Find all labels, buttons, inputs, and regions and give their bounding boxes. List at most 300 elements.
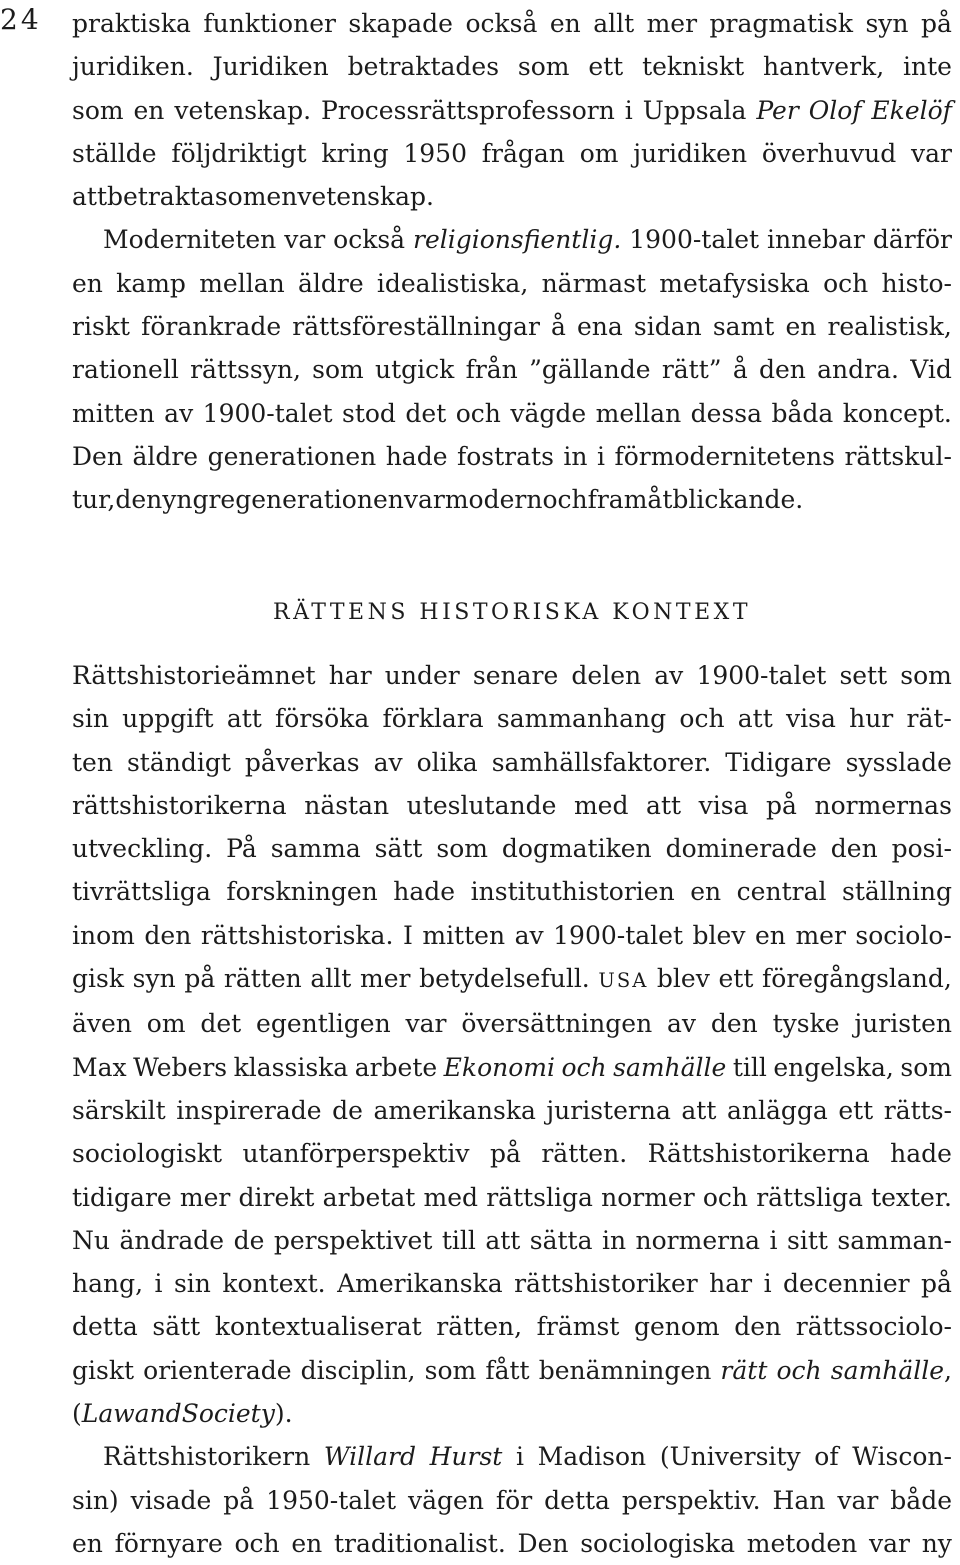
word: funktioner xyxy=(203,9,336,38)
word: traditionalist. xyxy=(333,1528,506,1558)
word: gisk xyxy=(72,964,124,994)
word: modern xyxy=(444,485,543,515)
word: samt xyxy=(712,312,775,342)
word: Uppsala xyxy=(642,95,747,125)
word: av xyxy=(654,661,684,690)
word: ständigt xyxy=(126,747,231,777)
word: betrakta xyxy=(107,182,215,212)
word: Rättshistorikerna xyxy=(647,1139,870,1169)
word: mer xyxy=(646,9,698,38)
word: Rättshistorikern xyxy=(103,1442,311,1472)
word: från xyxy=(465,355,518,385)
text-line xyxy=(72,914,952,957)
word: blev xyxy=(692,920,746,950)
text-line xyxy=(72,1349,952,1392)
word: att xyxy=(226,704,262,734)
word: å xyxy=(732,355,748,385)
word: juristerna xyxy=(546,1095,671,1125)
word: På xyxy=(226,834,257,864)
word: betydelsefull. xyxy=(419,964,590,994)
word: Han xyxy=(772,1485,826,1515)
word: Madison xyxy=(537,1442,647,1472)
word: som xyxy=(900,1052,952,1082)
word: realistisk, xyxy=(827,312,952,342)
word: amerikanska xyxy=(373,1095,536,1125)
word: ”gällande xyxy=(529,355,651,385)
word: en xyxy=(72,268,103,298)
text-line xyxy=(72,697,952,740)
text-line xyxy=(72,2,952,45)
text-line xyxy=(72,1132,952,1175)
text-line xyxy=(72,1392,952,1435)
word: samman- xyxy=(837,1225,952,1255)
word: texter. xyxy=(871,1182,952,1212)
word: rättskul- xyxy=(844,441,952,471)
word: hang, xyxy=(72,1269,144,1299)
text-line xyxy=(72,1479,952,1522)
word: rätten xyxy=(223,964,302,994)
word: detta xyxy=(544,1485,610,1515)
text-line xyxy=(72,870,952,913)
word: på xyxy=(766,790,797,820)
word: på xyxy=(223,1485,255,1515)
word: ny xyxy=(921,1528,952,1558)
word: delen xyxy=(571,661,642,690)
word: histo- xyxy=(881,268,952,298)
text-line xyxy=(72,1435,952,1478)
word: att xyxy=(646,790,682,820)
word: perspektivet xyxy=(273,1225,433,1255)
word: rationell xyxy=(72,355,179,385)
word: rät- xyxy=(906,704,952,734)
word: betraktades xyxy=(347,52,500,82)
word: olika xyxy=(416,747,478,777)
word: and xyxy=(134,1399,182,1429)
word: förankrade xyxy=(141,312,282,342)
word: direkt xyxy=(238,1182,315,1212)
word: på xyxy=(184,964,216,994)
text-line xyxy=(72,305,952,348)
word: också xyxy=(333,225,406,255)
word: överhuvud xyxy=(761,138,897,168)
word: tivrättsliga xyxy=(72,877,211,907)
word: detta xyxy=(72,1312,138,1342)
word: i xyxy=(769,1225,778,1255)
word: nästan xyxy=(304,790,390,820)
word: den xyxy=(115,485,163,515)
word: föregångsland, xyxy=(762,964,952,994)
word: Processrättsprofessorn xyxy=(320,95,615,125)
text-line xyxy=(72,827,952,870)
word: egentligen xyxy=(256,1009,391,1039)
word: engelska, xyxy=(773,1052,894,1082)
word: normernas xyxy=(814,790,952,820)
text-line xyxy=(72,132,952,175)
word: ändrade xyxy=(119,1225,225,1255)
word: den xyxy=(830,834,878,864)
text-line xyxy=(72,1262,952,1305)
word: normer xyxy=(601,1182,695,1212)
word: främst xyxy=(536,1312,620,1342)
word: samma xyxy=(270,834,361,864)
word: Ekelöf xyxy=(871,95,952,125)
word: mer xyxy=(359,964,411,994)
word: yngre xyxy=(162,485,236,515)
word: sin) xyxy=(72,1485,119,1515)
word: var xyxy=(869,1528,910,1558)
word: Society). xyxy=(181,1399,293,1429)
word: de xyxy=(332,1095,363,1125)
text-line xyxy=(72,654,952,697)
word: sidan xyxy=(633,312,702,342)
word: som xyxy=(436,834,488,864)
word: (Law xyxy=(72,1399,135,1429)
word: samhälle, xyxy=(830,1355,952,1385)
word: hur xyxy=(849,704,894,734)
word: senare xyxy=(472,661,559,690)
word: sitt xyxy=(787,1225,828,1255)
word: vetenskap. xyxy=(297,182,435,212)
word: fått xyxy=(485,1355,530,1385)
word: allt xyxy=(310,964,352,994)
word: samhällsfaktorer. xyxy=(491,747,712,777)
word: rätt” xyxy=(661,355,722,385)
word: och xyxy=(776,1355,822,1385)
word: det xyxy=(200,1009,242,1039)
word: en xyxy=(266,182,298,212)
word: Hurst xyxy=(429,1442,503,1472)
word: av xyxy=(373,747,403,777)
word: inom xyxy=(72,920,135,950)
word: Juridiken xyxy=(212,52,329,82)
word: den xyxy=(710,1009,758,1039)
word: den xyxy=(758,355,806,385)
word: Den xyxy=(517,1528,569,1558)
word: 1950 xyxy=(403,138,467,168)
word: förnyare xyxy=(114,1528,223,1558)
word: Ekonomi xyxy=(443,1052,555,1082)
word: äldre xyxy=(132,441,199,471)
text-line xyxy=(72,1046,952,1089)
word: Max xyxy=(72,1052,127,1082)
word: och xyxy=(234,1528,280,1558)
word: hantverk, xyxy=(763,52,885,82)
word: särskilt xyxy=(72,1095,166,1125)
text-line xyxy=(72,741,952,784)
word: kontext. xyxy=(222,1269,326,1299)
word: Willard xyxy=(323,1442,416,1472)
text-line xyxy=(72,392,952,435)
word: den xyxy=(144,920,192,950)
text-line xyxy=(72,1305,952,1348)
word: dominerade xyxy=(665,834,817,864)
word: tidigare xyxy=(72,1182,172,1212)
word: juridiken. xyxy=(72,52,194,82)
word: en xyxy=(549,9,581,38)
word: (University xyxy=(659,1442,801,1472)
word: att xyxy=(737,704,773,734)
word: anlägga xyxy=(726,1095,828,1125)
text-line xyxy=(72,175,952,218)
word: också xyxy=(465,9,538,38)
word: instituthistorien xyxy=(470,877,675,907)
word: en xyxy=(72,1528,103,1558)
word: mellan xyxy=(595,398,682,428)
word: sin xyxy=(173,1269,211,1299)
word: som xyxy=(424,1355,477,1385)
text-line xyxy=(72,957,952,1002)
word: utgick xyxy=(375,355,455,385)
word: under xyxy=(384,661,460,690)
word: visa xyxy=(698,790,749,820)
word: inspirerade xyxy=(176,1095,322,1125)
word: posi- xyxy=(891,834,952,864)
word: ena xyxy=(577,312,623,342)
word: arbetat xyxy=(322,1182,416,1212)
word: följdriktigt xyxy=(171,138,307,168)
word: praktiska xyxy=(72,9,191,38)
word: stod xyxy=(342,398,396,428)
word: allt xyxy=(593,9,635,38)
word: ett xyxy=(588,52,624,82)
text-line xyxy=(72,1176,952,1219)
word: rättssociolo- xyxy=(795,1312,952,1342)
word: de xyxy=(233,1225,265,1255)
word: var xyxy=(911,138,952,168)
word: en xyxy=(755,920,786,950)
word: var xyxy=(837,1485,879,1515)
word: i xyxy=(597,441,605,471)
word: Den xyxy=(72,441,123,471)
word: att xyxy=(681,1095,717,1125)
word: till xyxy=(441,1225,476,1255)
text-line xyxy=(72,89,952,132)
word: mitten xyxy=(72,398,155,428)
word: rättshistoriker xyxy=(514,1269,698,1299)
word: of xyxy=(814,1442,839,1472)
word: utanförperspektiv xyxy=(242,1139,470,1169)
word: tyske xyxy=(772,1009,840,1039)
word: juridiken xyxy=(633,138,748,168)
word: å xyxy=(551,312,566,342)
word: 1900-talet xyxy=(553,920,684,950)
word: Moderniteten xyxy=(103,225,277,255)
word: närmast xyxy=(541,268,647,298)
word: en xyxy=(785,312,817,342)
body-text-main xyxy=(72,654,952,1565)
word: som xyxy=(517,52,570,82)
word: och xyxy=(542,485,588,515)
word: dessa xyxy=(690,398,763,428)
word: vetenskap. xyxy=(174,95,312,125)
text-line xyxy=(72,1002,952,1045)
word: förmodernitetens xyxy=(614,441,835,471)
word: sammanhang xyxy=(496,704,667,734)
body-text-top xyxy=(72,2,952,522)
word: Olof xyxy=(808,95,862,125)
word: har xyxy=(709,1269,753,1299)
word: sätt xyxy=(152,1312,201,1342)
word: om xyxy=(579,138,619,168)
word: Amerikanska xyxy=(337,1269,503,1299)
word: ett xyxy=(838,1095,874,1125)
word: ett xyxy=(718,964,754,994)
word: rättsföreställningar xyxy=(292,312,540,342)
word: arbete xyxy=(354,1052,438,1082)
word: perspektiv. xyxy=(621,1485,761,1515)
word: Rättshistorieämnet xyxy=(72,661,316,690)
word: att xyxy=(485,1225,521,1255)
word: sätt xyxy=(374,834,423,864)
word: syn xyxy=(865,9,909,38)
word: mitten xyxy=(422,920,506,950)
word: vägde xyxy=(510,398,587,428)
word: metafysiska xyxy=(659,268,810,298)
word: normerna xyxy=(635,1225,761,1255)
word: rättssyn, xyxy=(190,355,301,385)
text-line xyxy=(72,1219,952,1262)
word: sociologiskt xyxy=(72,1139,222,1169)
word: ten xyxy=(72,747,113,777)
word: Vid xyxy=(910,355,952,385)
word: klassiska xyxy=(233,1052,349,1082)
word: in xyxy=(563,441,588,471)
word: översättningen xyxy=(461,1009,653,1039)
word: syn xyxy=(132,964,176,994)
word: och xyxy=(561,1052,607,1082)
word: och xyxy=(823,268,869,298)
word: av xyxy=(667,1009,697,1039)
word: rätt xyxy=(720,1355,768,1385)
word: som xyxy=(900,661,952,690)
word: av xyxy=(164,398,194,428)
word: rättsliga xyxy=(486,1182,593,1212)
word: uppgift xyxy=(122,704,214,734)
word: och xyxy=(455,398,501,428)
word: i xyxy=(624,95,633,125)
word: har xyxy=(328,661,372,690)
word: frågan xyxy=(481,138,565,168)
text-line xyxy=(72,784,952,827)
word: av xyxy=(514,920,544,950)
word: idealistiska, xyxy=(376,268,529,298)
word: och xyxy=(702,1182,748,1212)
word: rättshistorikerna xyxy=(72,790,287,820)
word: en xyxy=(690,877,722,907)
text-line xyxy=(72,218,952,261)
word: USA xyxy=(598,969,649,993)
word: var xyxy=(405,1009,447,1039)
word: giskt xyxy=(72,1355,135,1385)
word: rätts- xyxy=(883,1095,952,1125)
text-line xyxy=(72,1522,952,1565)
word: orienterade xyxy=(143,1355,292,1385)
word: med xyxy=(573,790,629,820)
word: sin xyxy=(72,704,109,734)
word: generationen xyxy=(235,485,404,515)
word: juristen xyxy=(854,1009,952,1039)
word: central xyxy=(736,877,827,907)
word: framåtblickande. xyxy=(587,485,804,515)
word: dogmatiken xyxy=(501,834,652,864)
page-number: 24 xyxy=(0,3,42,36)
word: kamp xyxy=(116,268,186,298)
word: visa xyxy=(786,704,836,734)
word: tekniskt xyxy=(642,52,745,82)
text-line xyxy=(72,262,952,305)
word: kring xyxy=(321,138,389,168)
word: innebar xyxy=(767,225,865,255)
word: 1900-talet xyxy=(696,661,827,690)
word: sysslade xyxy=(845,747,952,777)
word: om xyxy=(146,1009,186,1039)
word: Wiscon- xyxy=(852,1442,952,1472)
word: sätta xyxy=(529,1225,593,1255)
word: med xyxy=(423,1182,479,1212)
text-line xyxy=(72,435,952,478)
word: på xyxy=(920,9,952,38)
word: i xyxy=(516,1442,525,1472)
word: I xyxy=(402,920,413,950)
word: i xyxy=(763,1269,772,1299)
word: disciplin, xyxy=(300,1355,416,1385)
word: var xyxy=(284,225,326,255)
word: hade xyxy=(393,877,456,907)
section-heading: RÄTTENS HISTORISKA KONTEXT xyxy=(273,600,751,625)
word: 1900-talet xyxy=(629,225,760,255)
word: genom xyxy=(633,1312,720,1342)
word: inte xyxy=(903,52,952,82)
word: pragmatisk xyxy=(709,9,853,38)
word: mer xyxy=(179,1182,231,1212)
word: hade xyxy=(890,1139,952,1169)
word: samhälle xyxy=(613,1052,727,1082)
word: som xyxy=(312,355,364,385)
word: sett xyxy=(839,661,888,690)
word: blev xyxy=(656,964,710,994)
word: uteslutande xyxy=(406,790,557,820)
word: försöka xyxy=(275,704,370,734)
word: att xyxy=(72,182,107,212)
word: in xyxy=(601,1225,627,1255)
word: förklara xyxy=(382,704,484,734)
word: rättsliga xyxy=(756,1182,863,1212)
word: riskt xyxy=(72,312,130,342)
word: skapade xyxy=(348,9,453,38)
word: det xyxy=(405,398,447,428)
word: sociologiska xyxy=(580,1528,736,1558)
word: hade xyxy=(385,441,448,471)
word: till xyxy=(732,1052,767,1082)
word: ställning xyxy=(842,877,952,907)
word: i xyxy=(154,1269,163,1299)
word: visade xyxy=(130,1485,212,1515)
word: utveckling. xyxy=(72,834,213,864)
word: därför xyxy=(872,225,952,255)
word: rätten. xyxy=(541,1139,628,1169)
word: en xyxy=(291,1528,323,1558)
word: Nu xyxy=(72,1225,110,1255)
word: forskningen xyxy=(226,877,378,907)
word: andra. xyxy=(817,355,899,385)
word: 1950-talet xyxy=(266,1485,397,1515)
word: religionsfientlig. xyxy=(413,225,622,255)
word: kontextualiserat xyxy=(214,1312,422,1342)
word: påverkas xyxy=(244,747,360,777)
text-line xyxy=(72,1089,952,1132)
word: både xyxy=(890,1485,952,1515)
word: rätten, xyxy=(436,1312,523,1342)
